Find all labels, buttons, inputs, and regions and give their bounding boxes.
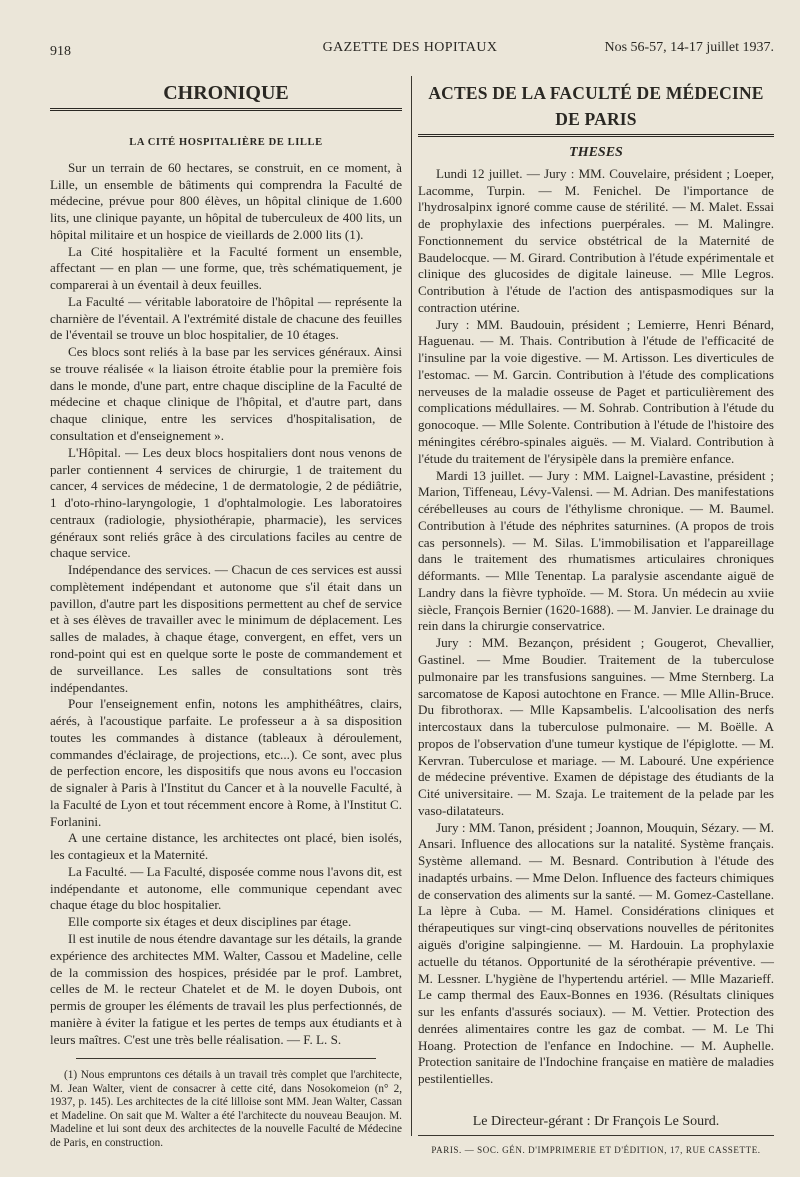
article-paragraph: La Faculté — véritable laboratoire de l'hôpital — représente la charnière de l'éventail. A l'extrémité distale de chacune des feuilles de l'éventail se trouve un bloc hospitalier, de 10 étages. — [50, 293, 402, 343]
director-line: Le Directeur-gérant : Dr François Le Sourd. — [418, 1114, 774, 1136]
thesis-paragraph: Mardi 13 juillet. — Jury : MM. Laignel-Lavastine, président ; Marion, Tiffeneau, Lévy-Valensi. — M. Adrian. Des manifestations cérébelleuses au cours de l'éthylisme chronique. — M. Baumel. Contribution à l'étude des néphrites saturnines. (A propos de trois cas personnels). — M. Silas. L'immobilisation et l'appareillage dans le traitement des rhumatismes articulaires chroniques déformants. — Mlle Tenentap. La paralysie ascendante aiguë de Landry dans la fièvre typhoïde. — M. Stora. Un médecin au xviie siècle, François Bernier (1620-1688). — M. Janvier. Le drainage du rein dans la chirurgie conservatrice. — [418, 467, 774, 634]
article-paragraph: Sur un terrain de 60 hectares, se construit, en ce moment, à Lille, un ensemble de bâtiments qui comprendra la Faculté de médecine, prévue pour 800 élèves, un hôpital clinique de 1.600 lits, une clinique payante, un hôpital de tuberculeux de 400 lits, un hôpital militaire et un hospice de vieillards de 2.000 lits (1). — [50, 159, 402, 242]
article-paragraph: Pour l'enseignement enfin, notons les amphithéâtres, clairs, aérés, à l'acoustique parfaite. Le professeur a à sa disposition toutes les commandes à distance (tableaux à déroulement, commandes d'éclairage, de projections, etc...). Ce sont, avec plus de perfection encore, les dispositifs que nous avons eu l'occasion de signaler à Paris à l'Institut du Cancer et à la nouvelle Faculté, à la Faculté de Lyon et tout récemment encore à Rome, à l'Institut C. Forlanini. — [50, 696, 402, 829]
journal-title: GAZETTE DES HOPITAUX — [322, 40, 498, 55]
article-paragraph: A une certaine distance, les architectes ont placé, bien isolés, les contagieux et la Maternité. — [50, 830, 402, 863]
thesis-paragraph: Jury : MM. Tanon, président ; Joannon, Mouquin, Sézary. — M. Ansari. Influence des allocations sur la natalité. Système français. Système allemand. — M. Besnard. Contribution à l'étude des inadaptés urbains. — Mme Delon. Influence des facteurs chimiques de conservation des aliments sur la santé. — M. Gomez-Castellane. La lèpre à Cuba. — M. Hamel. Considérations cliniques et thérapeutiques sur vingt-cinq observations nouvelles de péritonites aiguës d'origine salpingienne. — M. Hardouin. La prophylaxie actuelle du tétanos. Opportunité de la sérothérapie préventive. — M. Lessner. L'hygiène de l'hypertendu artériel. — Mlle Mazarieff. Le camp thermal des Eaux-Bonnes en 1936. (Résultats cliniques sur les enfants d'assurés sociaux). — M. Vettier. Protection des denrées alimentaires contre les gaz de combat. — M. Le Thi Hoang. Protection de l'enfance en Indochine. — M. Auphelle. Protection sanitaire de l'Indochine française en matière de maladies pestilentielles. — [418, 819, 774, 1087]
footnote: (1) Nous empruntons ces détails à un travail très complet que l'architecte, M. Jean Walter, vient de consacrer à cette cité, dans Nosokomeion (n° 2, 1937, p. 145). Les architectes de la cité lilloise sont MM. Jean Walter, Cassan et Madeline. On sait que M. Walter a été l'architecte du nouveau Beaujon. M. Madeline et lui sont deux des architectes de la nouvelle Faculté de Médecine de Paris, en construction. — [50, 1069, 402, 1149]
thesis-paragraph: Jury : MM. Bezançon, président ; Gougerot, Chevallier, Gastinel. — Mme Boudier. Traitement de la tuberculose pulmonaire par les transfusions sanguines. — Mme Sternberg. La sarcomatose de Kaposi autochtone en France. — Mlle Allin-Bruce. Du fibrothorax. — Mlle Kapsambelis. L'alcoolisation des nerfs intercostaux dans la tuberculose pulmonaire. — M. Boëlle. A propos de l'observation d'une tumeur kystique de l'épiglotte. — M. Kervran. Tuberculose et mariage. — M. Labouré. Une expérience de médecine préventive. Examen de dépistage des étudiants de la Cité universitaire. — M. Szaja. Le traitement de la pelade par les vaso-dilatateurs. — [418, 635, 774, 818]
article-paragraph: L'Hôpital. — Les deux blocs hospitaliers dont nous venons de parler contiennent 4 services de chirurgie, 1 de traitement du cancer, 4 services de médecine, 1 de dermatologie, 2 de pédiâtrie, 1 d'oto-rhino-laryngologie, 1 d'ophtalmologie. Les laboratoires centraux (radiologie, physiothérapie, pharmacie), les services généraux sont reliés grâce à des circulations faciles au centre de chaque service. — [50, 444, 402, 561]
page-number: 918 — [50, 44, 71, 59]
right-column — [418, 76, 774, 1158]
thesis-paragraph: Jury : MM. Baudouin, président ; Lemierre, Henri Bénard, Haguenau. — M. Thais. Contribution à l'étude de l'efficacité de l'insuline par la voie digestive. — M. Artisson. Les diverticules de l'estomac. — M. Garcin. Contribution à l'étude des complications nerveuses de la maladie osseuse de Paget et particulièrement des complications médullaires. — M. Sohrab. Contribution à l'étude du gonocoque. — Mlle Solente. Contribution à l'étude de l'histoire des méningites cérébro-spinales aiguës. — M. Vialard. Contribution à l'étude du traitement de l'érysipèle dans la première enfance. — [418, 316, 774, 466]
thesis-paragraph: Lundi 12 juillet. — Jury : MM. Couvelaire, président ; Loeper, Lacomme, Turpin. — M. Fenichel. De l'importance de l'hydrosalpinx ignoré comme cause de stérilité. — M. Malet. Essai de prophylaxie des infections puerpérales. — M. Malingre. Fonctionnement du service obstétrical de la Maternité de Baudelocque. — M. Girard. Contribution à l'étude expérimentale et clinique des glucosides de digitale laineuse. — Mlle Legros. Contribution à l'étude de l'action des antispasmodiques sur la contraction utérine. — [418, 165, 774, 315]
printer-line: PARIS. — SOC. GÉN. D'IMPRIMERIE ET D'ÉDITION, 17, RUE CASSETTE. — [431, 1144, 761, 1155]
left-column — [50, 76, 402, 1150]
article-paragraph: La Cité hospitalière et la Faculté forment un ensemble, affectant — en plan — une forme, que, très schématiquement, je comparerai à un éventail à deux feuilles. — [50, 243, 402, 293]
article-paragraph: Il est inutile de nous étendre davantage sur les détails, la grande expérience des architectes MM. Walter, Cassou et Madeline, celle de la commission des hospices, présidée par le prof. Lambret, celles de M. le recteur Chatelet et de M. le doyen Dubois, ont permis de grouper les éléments de travail les plus perfectionnés, de manière à éviter la fatigue et les pertes de temps aux étudiants et à leurs maîtres. C'est une très belle réalisation. — F. L. S. — [50, 930, 402, 1047]
column-divider — [411, 76, 412, 1136]
section-title-actes: ACTES DE LA FACULTÉ DE MÉDECINE DE PARIS — [418, 76, 774, 137]
section-title-chronique: CHRONIQUE — [50, 76, 402, 111]
article-paragraph: La Faculté. — La Faculté, disposée comme nous l'avons dit, est indépendante et autonome, elle communique cependant avec chaque étage du bloc hospitalier. — [50, 863, 402, 913]
article-paragraph: Indépendance des services. — Chacun de ces services est aussi complètement indépendant et autonome que s'il était dans un pavillon, d'autre part les dispositions permettent au chef de service et à ses élèves de travailler avec le minimum de déplacement. Les salles de malades, à chaque étage, convergent, en effet, vers un rond-point qui est en quelque sorte le poste de commandement et de surveillance. Les salles de consultations sont très indépendantes. — [50, 562, 402, 695]
issue-date: Nos 56-57, 14-17 juillet 1937. — [604, 40, 774, 55]
article-paragraph: Elle comporte six étages et deux disciplines par étage. — [68, 914, 352, 930]
article-paragraph: Ces blocs sont reliés à la base par les services généraux. Ainsi se trouve réalisée « la liaison étroite établie pour la première fois dans le monde, d'une part, entre chaque discipline de la Faculté de médecine et chaque clinique de l'hôpital, et d'autre part, dans chaque clinique, entre les services d'hospitalisation, de consultation et d'enseignement ». — [50, 344, 402, 444]
footnote-separator — [76, 1058, 376, 1059]
subsection-title-theses: THESES — [569, 145, 623, 160]
article-title: LA CITÉ HOSPITALIÈRE DE LILLE — [129, 137, 323, 148]
